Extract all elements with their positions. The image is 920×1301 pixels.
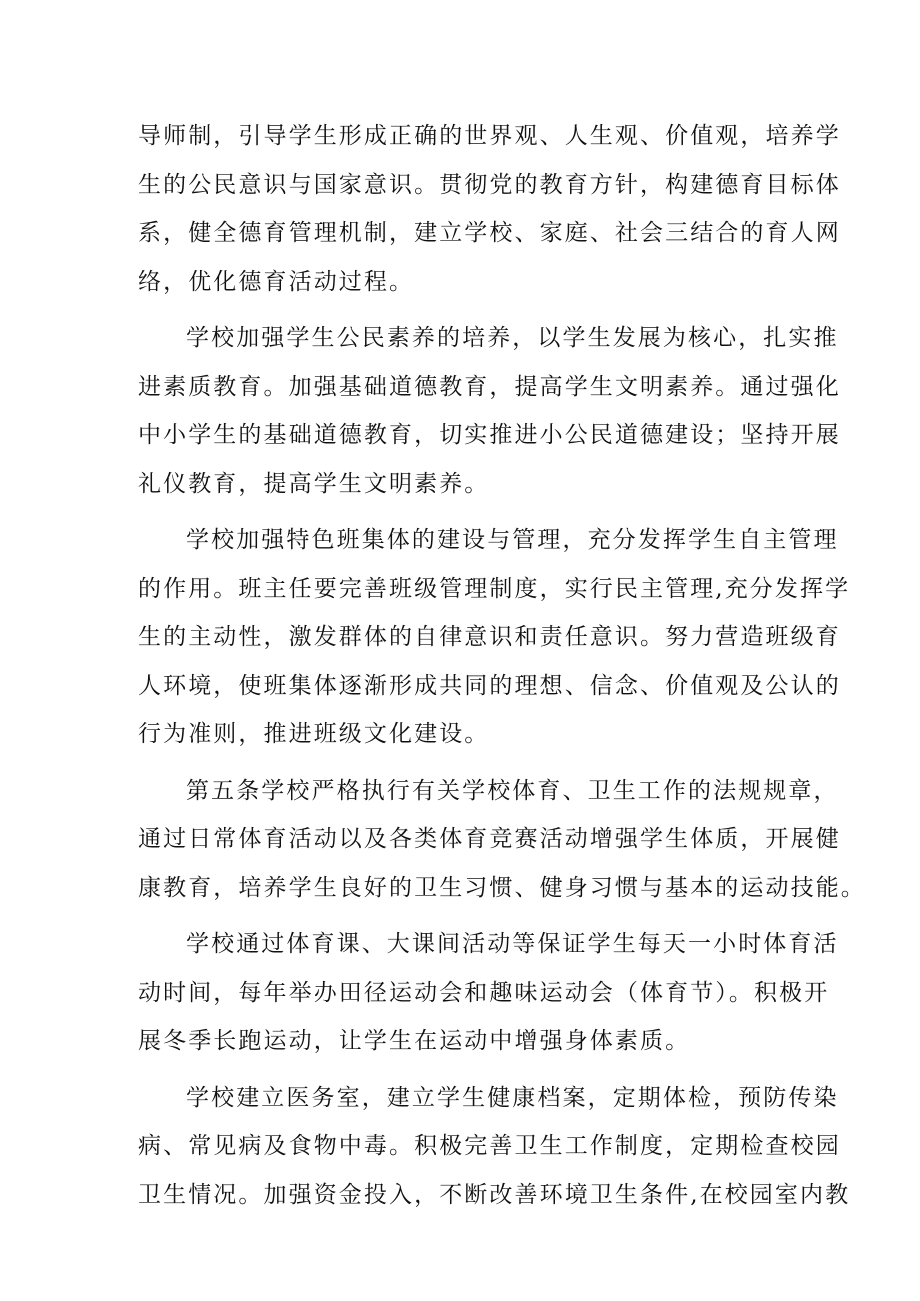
document-body	[138, 112, 866, 1219]
text-line: 络，优化德育活动过程。	[138, 268, 415, 295]
text-line: 第五条学校严格执行有关学校体育、卫生工作的法规规章，	[186, 777, 839, 804]
text-line: 学校建立医务室，建立学生健康档案，定期体检，预防传染	[186, 1084, 839, 1111]
paragraph-gap	[138, 759, 798, 767]
text-line: 礼仪教育，提高学生文明素养。	[138, 470, 490, 497]
text-line: 卫生情况。加强资金投入，不断改善环境卫生条件,在校园室内教	[138, 1181, 851, 1208]
text-line: 的作用。班主任要完善班级管理制度，实行民主管理,充分发挥学	[138, 575, 851, 602]
text-line: 通过日常体育活动以及各类体育竞赛活动增强学生体质，开展健	[138, 826, 841, 852]
text-line: 进素质教育。加强基础道德教育，提高学生文明素养。通过强化	[138, 373, 841, 400]
text-line: 生的公民意识与国家意识。贯彻党的教育方针，构建德育目标体	[138, 171, 841, 198]
text-line: 动时间，每年举办田径运动会和趣味运动会（体育节）。积极开	[138, 979, 830, 1006]
paragraph-4	[138, 767, 866, 913]
text-line: 中小学生的基础道德教育，切实推进小公民道德建设；坚持开展	[138, 422, 841, 448]
text-line: 导师制，引导学生形成正确的世界观、人生观、价值观，培养学	[138, 123, 841, 149]
text-line: 系，健全德育管理机制，建立学校、家庭、社会三结合的育人网	[138, 220, 841, 246]
text-line: 展冬季长跑运动，让学生在运动中增强身体素质。	[138, 1028, 691, 1054]
paragraph-2	[138, 314, 841, 508]
paragraph-gap	[138, 1066, 798, 1074]
text-line: 学校通过体育课、大课间活动等保证学生每天一小时体育活	[186, 931, 839, 957]
text-line: 行为准则，推进班级文化建设。	[138, 721, 490, 747]
text-line: 生的主动性，激发群体的自律意识和责任意识。努力营造班级育	[138, 624, 841, 650]
paragraph-1	[138, 112, 841, 306]
paragraph-6	[138, 1074, 851, 1220]
paragraph-gap	[138, 912, 798, 920]
text-line: 病、常见病及食物中毒。积极完善卫生工作制度，定期检查校园	[138, 1133, 841, 1159]
text-line: 人环境，使班集体逐渐形成共同的理想、信念、价值观及公认的	[138, 672, 841, 699]
paragraph-5	[138, 920, 839, 1066]
paragraph-gap	[138, 306, 798, 314]
text-line: 学校加强学生公民素养的培养，以学生发展为核心，扎实推	[186, 325, 839, 351]
paragraph-gap	[138, 508, 798, 516]
text-line: 康教育，培养学生良好的卫生习惯、健身习惯与基本的运动技能。	[138, 874, 866, 901]
text-line: 学校加强特色班集体的建设与管理，充分发挥学生自主管理	[186, 527, 839, 553]
paragraph-3	[138, 516, 851, 759]
